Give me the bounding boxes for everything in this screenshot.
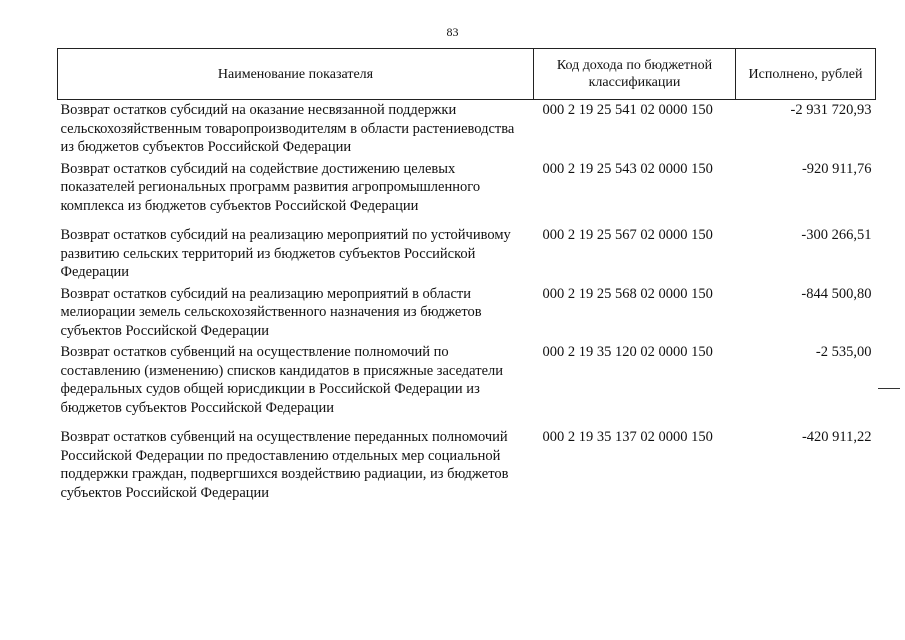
row-income-code: 000 2 19 35 120 02 0000 150 (542, 344, 713, 360)
header-income-code: Код дохода по бюджетной классификации (534, 49, 736, 100)
margin-dash-mark (878, 388, 900, 389)
row-income-code: 000 2 19 25 568 02 0000 150 (542, 285, 713, 302)
table-header (58, 49, 876, 100)
table-row (58, 100, 876, 159)
row-executed-amount: -2 535,00 (815, 344, 872, 360)
row-income-code: 000 2 19 25 543 02 0000 150 (542, 160, 713, 177)
table-row (58, 159, 876, 218)
row-income-code: 000 2 19 25 541 02 0000 150 (542, 102, 713, 118)
row-indicator-name: Возврат остатков субвенций на осуществление полномочий по составлению (изменению) списков кандидатов в присяжные заседатели федеральных судов общей юрисдикции в Российской Федерации из бюджетов субъектов Российской Федерации (60, 344, 503, 416)
header-indicator-name: Наименование показателя (58, 49, 534, 100)
table-row (58, 342, 876, 419)
table-body (58, 100, 876, 505)
row-indicator-name: Возврат остатков субсидий на реализацию мероприятий в области мелиорации земель сельскохозяйственного назначения из бюджетов субъектов Российской Федерации (60, 285, 482, 339)
page-number: 83 (446, 25, 459, 39)
row-income-code: 000 2 19 25 567 02 0000 150 (542, 227, 713, 243)
header-executed-amount: Исполнено, рублей (736, 49, 876, 100)
row-executed-amount: -300 266,51 (801, 227, 872, 243)
row-indicator-name: Возврат остатков субсидий на содействие достижению целевых показателей региональных программ развития агропромышленного комплекса из бюджетов субъектов Российской Федерации (60, 160, 481, 214)
header-row (58, 49, 876, 100)
row-executed-amount: -844 500,80 (801, 285, 872, 302)
budget-revenue-table (57, 48, 876, 504)
row-executed-amount: -420 911,22 (801, 429, 872, 445)
row-executed-amount: -2 931 720,93 (790, 102, 872, 118)
table-row (58, 284, 876, 343)
row-executed-amount: -920 911,76 (801, 160, 872, 177)
row-income-code: 000 2 19 35 137 02 0000 150 (542, 429, 713, 445)
table-row (58, 217, 876, 284)
table-row (58, 419, 876, 504)
row-indicator-name: Возврат остатков субвенций на осуществление переданных полномочий Российской Федерации по предоставлению отдельных мер социальной поддержки граждан, подвергшихся воздействию радиации, из бюджетов субъектов Российской Федерации (60, 429, 509, 501)
row-indicator-name: Возврат остатков субсидий на оказание несвязанной поддержки сельскохозяйственным товаропроизводителям в области растениеводства из бюджетов субъектов Российской Федерации (60, 102, 515, 155)
row-indicator-name: Возврат остатков субсидий на реализацию мероприятий по устойчивому развитию сельских территорий из бюджетов субъектов Российской Федерации (60, 227, 511, 280)
